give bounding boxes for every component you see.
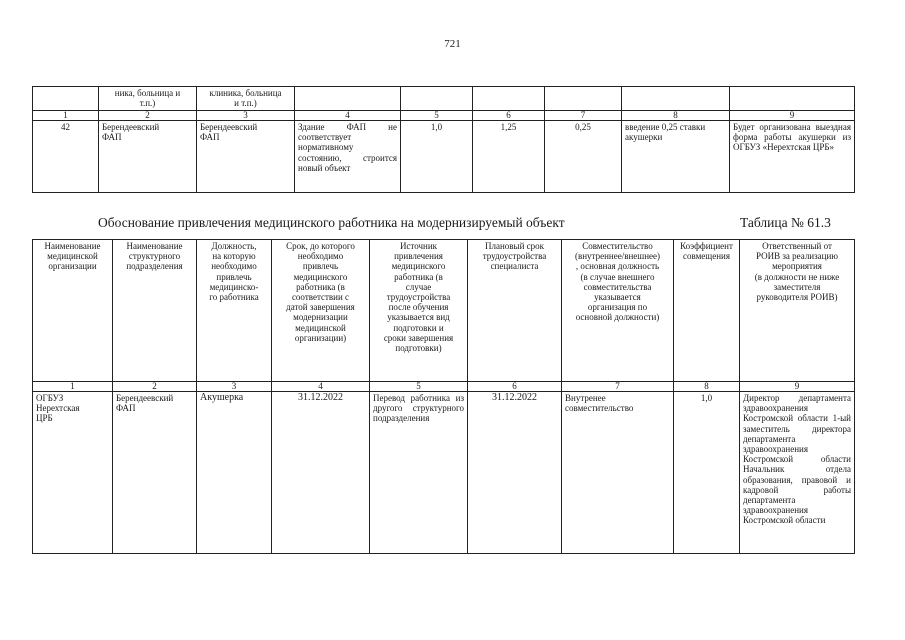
cell: Берендеевский ФАП [99,121,197,193]
cell: 31.12.2022 [468,392,562,554]
table-title: Обоснование привлечения медицинского работника на модернизируемый объект [98,215,565,230]
cell: клиника, больница и т.п.) [197,87,295,111]
column-header: Наименование структурного подразделения [113,240,197,382]
cell: 31.12.2022 [272,392,370,554]
cell: Берендеевский ФАП [197,121,295,193]
facility-table [32,86,855,193]
column-header: Плановый срок трудоустройства специалиста [468,240,562,382]
column-header: Совместительство (внутреннее/внешнее) , основная должность (в случае внешнего совместительства указывается организация по основной должности) [562,240,674,382]
cell: 1,0 [401,121,473,193]
cell: Директор департамента здравоохранения Костромской области 1-ый заместитель директора департамента здравоохранения Костромской области Начальник отдела образования, правовой и кадровой работы департамента здравоохранения Костромской области [740,392,855,554]
table-row [33,392,855,554]
page-number: 721 [444,38,461,50]
column-number: 1 [33,382,113,392]
cell: 1,25 [473,121,545,193]
column-number: 3 [197,111,295,121]
column-number: 5 [370,382,468,392]
cell [730,87,855,111]
column-number: 3 [197,382,272,392]
cell: Перевод работника из другого структурного подразделения [370,392,468,554]
cell: 42 [33,121,99,193]
column-number: 1 [33,111,99,121]
cell [401,87,473,111]
header-row [33,240,855,382]
column-number: 9 [730,111,855,121]
column-number-row [33,111,855,121]
cell: Здание ФАП не соответствует нормативному состоянию, строится новый объект [295,121,401,193]
cell: Берендеевский ФАП [113,392,197,554]
column-header: Наименование медицинской организации [33,240,113,382]
cell: введение 0,25 ставки акушерки [622,121,730,193]
cell: Будет организована выездная форма работы акушерки из ОГБУЗ «Нерехтская ЦРБ» [730,121,855,193]
column-number: 8 [674,382,740,392]
table-label: Таблица № 61.3 [740,215,831,230]
cell: 1,0 [674,392,740,554]
cell [33,87,99,111]
column-number: 6 [468,382,562,392]
column-header: Источник привлечения медицинского работника (в случае трудоустройства после обучения указывается вид подготовки и сроки завершения подготовки) [370,240,468,382]
cell: Внутренее совместительство [562,392,674,554]
column-number: 7 [545,111,622,121]
staff-table [32,239,855,554]
column-number: 4 [295,111,401,121]
column-number: 5 [401,111,473,121]
column-number: 2 [99,111,197,121]
column-number-row [33,382,855,392]
column-number: 6 [473,111,545,121]
cell: 0,25 [545,121,622,193]
column-header: Коэффициент совмещения [674,240,740,382]
cell [473,87,545,111]
column-number: 4 [272,382,370,392]
column-number: 7 [562,382,674,392]
column-number: 2 [113,382,197,392]
table-row [33,121,855,193]
cell [295,87,401,111]
cell: ОГБУЗ Нерехтская ЦРБ [33,392,113,554]
column-header: Должность, на которую необходимо привлечь медицинско- го работника [197,240,272,382]
cell: Акушерка [197,392,272,554]
cell: ника, больница и т.п.) [99,87,197,111]
column-number: 9 [740,382,855,392]
column-header: Срок, до которого необходимо привлечь медицинского работника (в соответствии с датой завершения модернизации медицинской организации) [272,240,370,382]
cell [545,87,622,111]
column-number: 8 [622,111,730,121]
cell [622,87,730,111]
continuation-row [33,87,855,111]
column-header: Ответственный от РОИВ за реализацию мероприятия (в должности не ниже заместителя руководителя РОИВ) [740,240,855,382]
